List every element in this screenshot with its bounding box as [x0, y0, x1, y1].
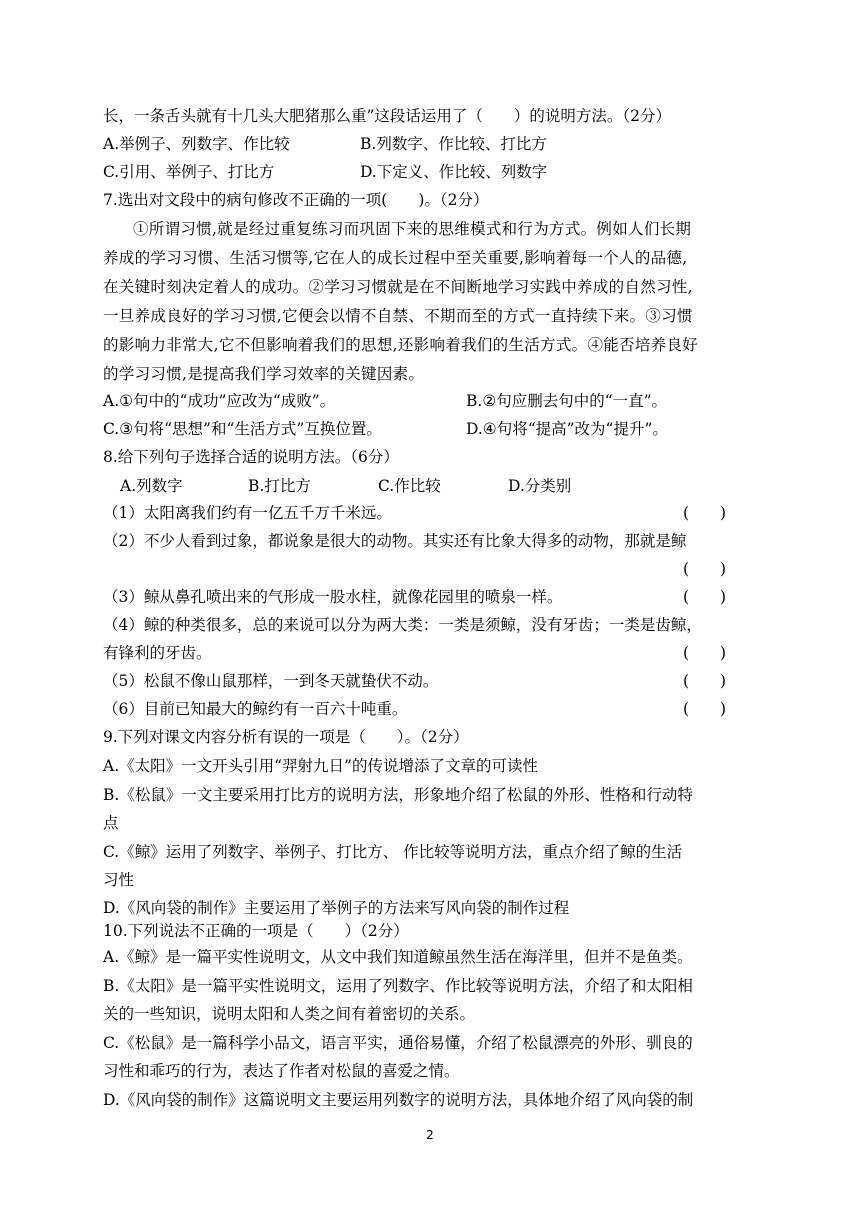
q8-item-4-continuation: 有锋利的牙齿。 [103, 644, 212, 662]
q7-option-c: C.③句将“思想”和“生活方式”互换位置。 [103, 420, 382, 438]
q6-option-d: D.下定义、作比较、列数字 [360, 163, 548, 181]
q8-item-6-answer-blank[interactable]: ( ) [683, 700, 727, 718]
q8-item-2: （2）不少人看到过象，都说象是很大的动物。其实还有比象大得多的动物，那就是鲸 [103, 532, 687, 550]
q8-item-3: （3）鲸从鼻孔喷出来的气形成一股水柱，就像花园里的喷泉一样。 [103, 588, 563, 606]
q8-item-2-answer-blank[interactable]: ( ) [683, 560, 727, 578]
q8-option-a: A.列数字 [120, 477, 183, 495]
q9-option-a: A.《太阳》一文开头引用“羿射九日”的传说增添了文章的可读性 [103, 757, 538, 775]
q8-item-1: （1）太阳离我们约有一亿五千万千米远。 [103, 504, 392, 522]
q6-option-b: B.列数字、作比较、打比方 [360, 135, 547, 153]
q8-item-5: （5）松鼠不像山鼠那样，一到冬天就蛰伏不动。 [103, 672, 439, 690]
q9-option-c: C.《鲸》运用了列数字、举例子、打比方、 作比较等说明方法，重点介绍了鲸的生活 [103, 843, 683, 861]
q7-option-a: A.①句中的“成功”应改为“成败”。 [103, 392, 336, 410]
q10-option-a: A.《鲸》是一篇平实性说明文，从文中我们知道鲸虽然生活在海洋里，但并不是鱼类。 [103, 948, 693, 966]
q7-passage-line: 养成的学习习惯、生活习惯等,它在人的成长过程中至关重要,影响着每一个人的品德, [103, 249, 688, 267]
page-number: 2 [426, 1128, 434, 1142]
q10-option-d: D.《风向袋的制作》这篇说明文主要运用列数字的说明方法，具体地介绍了风向袋的制 [103, 1091, 694, 1109]
q9-option-b-continuation: 点 [103, 814, 119, 832]
q9-option-b: B.《松鼠》一文主要采用打比方的说明方法，形象地介绍了松鼠的外形、性格和行动特 [103, 786, 693, 804]
q9-stem: 9.下列对课文内容分析有误的一项是（ ）。（2分） [103, 728, 469, 746]
q8-item-6: （6）目前已知最大的鲸约有一百六十吨重。 [103, 700, 408, 718]
q7-option-d: D.④句将“提高”改为“提升”。 [466, 420, 668, 438]
q8-option-c: C.作比较 [378, 477, 441, 495]
q10-option-c: C.《松鼠》是一篇科学小品文，语言平实，通俗易懂，介绍了松鼠漂亮的外形、驯良的 [103, 1034, 693, 1052]
q10-option-b-continuation: 关的一些知识，说明太阳和人类之间有着密切的关系。 [103, 1005, 476, 1023]
q8-item-4-answer-blank[interactable]: ( ) [683, 644, 727, 662]
q10-option-c-continuation: 习性和乖巧的行为，表达了作者对松鼠的喜爱之情。 [103, 1062, 460, 1080]
q6-option-c: C.引用、举例子、打比方 [103, 163, 275, 181]
q7-passage-line: 的影响力非常大,它不但影响着我们的思想,还影响着我们的生活方式。④能否培养良好 [103, 336, 699, 354]
q8-option-d: D.分类别 [508, 477, 572, 495]
q7-passage-line: ①所谓习惯,就是经过重复练习而巩固下来的思维模式和行为方式。例如人们长期 [133, 220, 692, 238]
q7-passage-line: 在关键时刻决定着人的成功。②学习习惯就是在不间断地学习实践中养成的自然习性, [103, 278, 693, 296]
q8-item-1-answer-blank[interactable]: ( ) [683, 504, 727, 522]
q8-item-5-answer-blank[interactable]: ( ) [683, 672, 727, 690]
q7-stem: 7.选出对文段中的病句修改不正确的一项( )。（2分） [103, 191, 489, 209]
q8-item-4: （4）鲸的种类很多，总的来说可以分为两大类：一类是须鲸，没有牙齿；一类是齿鲸， [103, 616, 702, 634]
q9-option-c-continuation: 习性 [103, 871, 135, 889]
q7-option-b: B.②句应删去句中的“一直”。 [466, 392, 668, 410]
q9-option-d: D.《风向袋的制作》主要运用了举例子的方法来写风向袋的制作过程 [103, 899, 570, 917]
q6-option-a: A.举例子、列数字、作比较 [103, 135, 290, 153]
q7-passage-line: 一旦养成良好的学习习惯,它便会以情不自禁、不期而至的方式一直持续下来。③习惯 [103, 307, 693, 325]
q8-stem: 8.给下列句子选择合适的说明方法。（6分） [103, 448, 399, 466]
q7-passage-line: 的学习习惯,是提高我们学习效率的关键因素。 [103, 365, 425, 383]
q10-stem: 10.下列说法不正确的一项是（ ）（2分） [103, 922, 409, 940]
q6-stem-continuation: 长，一条舌头就有十几头大肥猪那么重”这段话运用了（ ）的说明方法。（2分） [103, 107, 672, 125]
q8-item-3-answer-blank[interactable]: ( ) [683, 588, 727, 606]
q10-option-b: B.《太阳》是一篇平实性说明文，运用了列数字、作比较等说明方法，介绍了和太阳相 [103, 977, 693, 995]
q8-option-b: B.打比方 [248, 477, 311, 495]
